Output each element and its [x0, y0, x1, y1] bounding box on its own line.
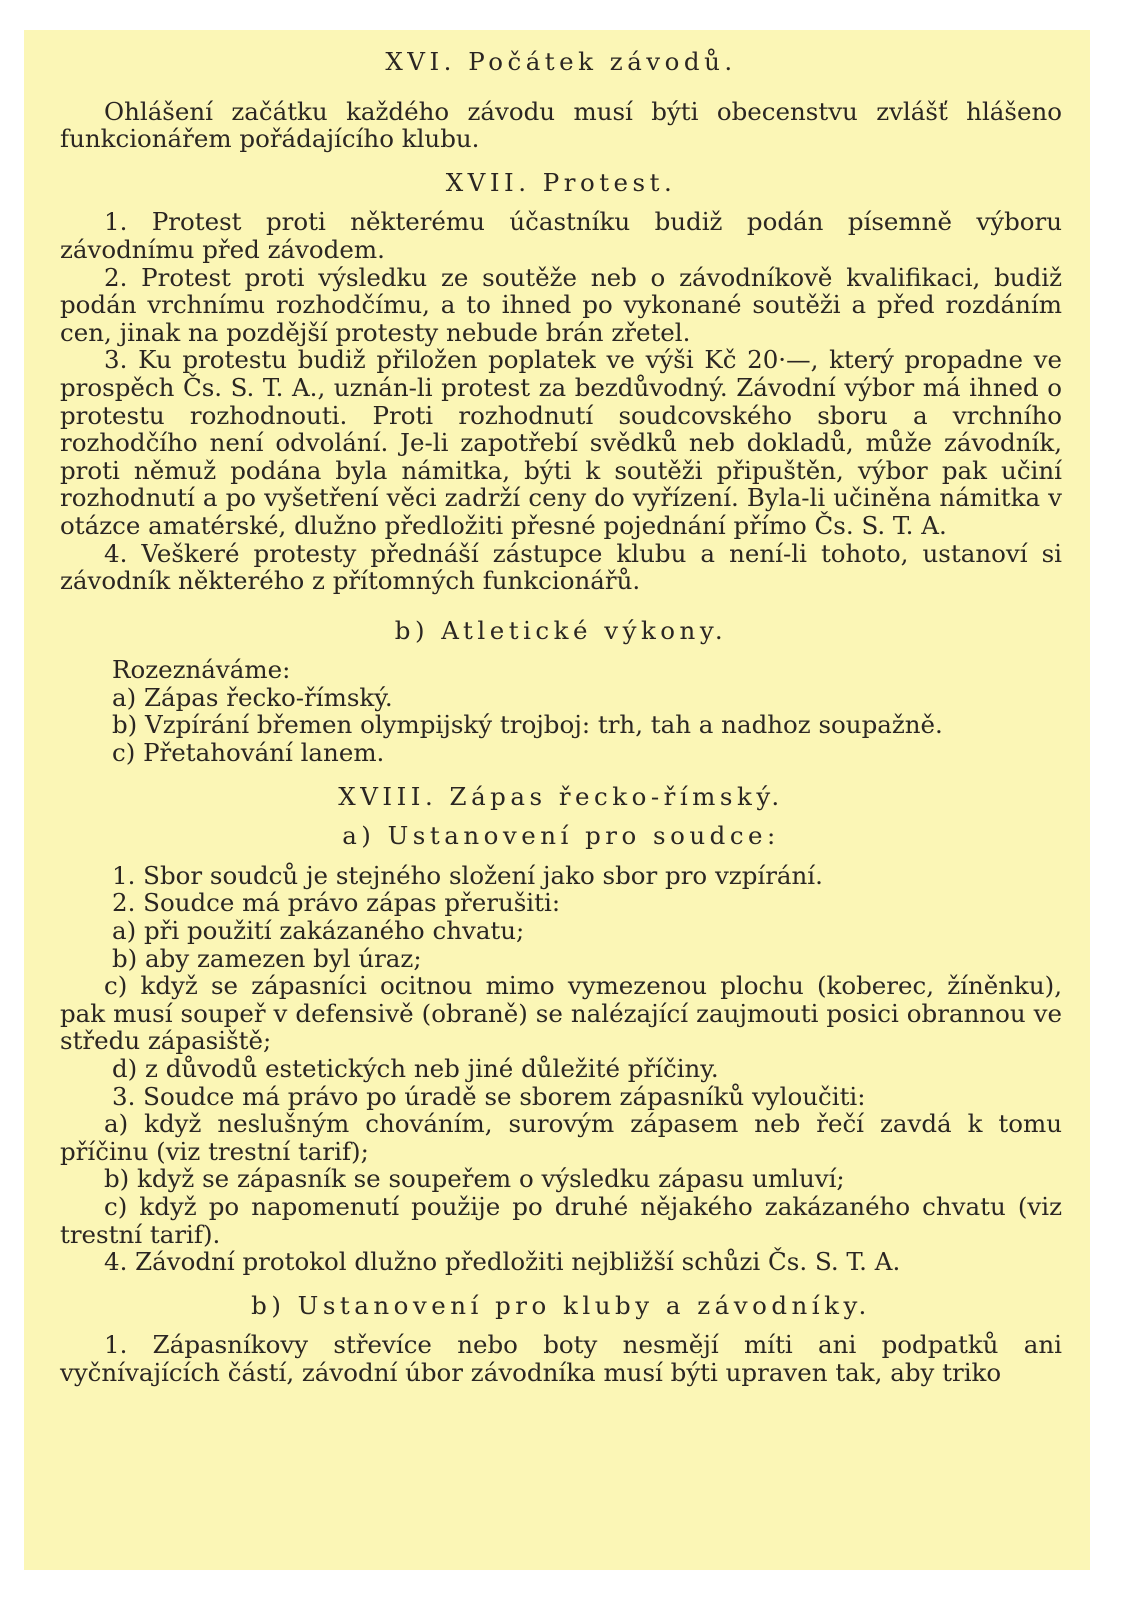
- athletic-item-b: b) Vzpírání břemen olympijský trojboj: trh, tah a nadhoz soupažně.: [112, 710, 943, 740]
- section-heading-xvi: XVI. Počátek závodů.: [385, 47, 737, 76]
- judges-line-2b: b) aby zamezen byl úraz;: [112, 943, 422, 973]
- section-heading-xvii: XVII. Protest.: [445, 167, 677, 197]
- judges-para-4: 4. Závodní protokol dlužno předložiti nejbližší schůzi Čs. S. T. A.: [104, 1247, 901, 1277]
- paragraph-start-announcement: Ohlášení začátku každého závodu musí býti obecenstvu zvlášť hlášeno funkcionářem pořádajícího klubu.: [60, 96, 1062, 154]
- judges-line-2a: a) při použití zakázaného chvatu;: [112, 916, 525, 946]
- judges-para-2c: c) když se zápasníci ocitnou mimo vymezenou plochu (koberec, žíněnku), pak musí soupeř v defensivě (obraně) se nalézající zaujmouti posici obrannou ve středu zápasiště;: [60, 971, 1062, 1056]
- scanned-page: [24, 30, 1090, 1570]
- judges-line-3: 3. Soudce má právo po úradě se sborem zápasníků vyloučiti:: [112, 1081, 866, 1111]
- protest-item-1: 1. Protest proti některému účastníku budiž podán písemně výboru závodnímu před závodem.: [60, 207, 1062, 264]
- section-heading-xviii: XVIII. Zápas řecko-římský.: [338, 781, 784, 811]
- judges-line-2: 2. Soudce má právo zápas přerušiti:: [112, 888, 561, 918]
- judges-para-3b: b) když se zápasník se soupeřem o výsledku zápasu umluví;: [104, 1164, 845, 1194]
- athletic-intro: Rozeznáváme:: [112, 655, 291, 685]
- protest-item-3: 3. Ku protestu budiž přiložen poplatek ve výši Kč 20·—, který propadne ve prospěch Čs. S. T. A., uznán-li protest za bezdůvodný. Závodní výbor má ihned o protestu rozhodnouti. Proti rozhodnutí soudcovského sboru a vrchního rozhodčího není odvolání. Je-li zapotřebí svědků neb dokladů, může závodník, proti němuž podána byla námitka, býti k soutěži připuštěn, výbor pak učiní rozhodnutí a po vyšetření věci zadrží ceny do vyřízení. Byla-li učiněna námitka v otázce amatérské, dlužno předložiti přesné pojednání přímo Čs. S. T. A.: [60, 345, 1062, 540]
- page-content: [60, 48, 1062, 1387]
- judges-line-2d: d) z důvodů estetických neb jiné důležité příčiny.: [112, 1054, 719, 1083]
- subheading-clubs: b) Ustanovení pro kluby a závodníky.: [251, 1290, 871, 1320]
- section-heading-athletic: b) Atletické výkony.: [394, 615, 728, 645]
- protest-item-2: 2. Protest proti výsledku ze soutěže neb o závodníkově kvalifikaci, budiž podán vrchnímu rozhodčímu, a to ihned po vykonané soutěži a před rozdáním cen, jinak na pozdější protesty nebude brán zřetel.: [60, 262, 1062, 347]
- subheading-judges: a) Ustanovení pro soudce:: [342, 821, 780, 851]
- judges-para-3a: a) když neslušným chováním, surovým zápasem neb řečí zavdá k tomu příčinu (viz trestní tarif);: [60, 1109, 1062, 1166]
- judges-line-1: 1. Sbor soudců je stejného složení jako sbor pro vzpírání.: [112, 860, 823, 890]
- athletic-item-a: a) Zápas řecko-římský.: [112, 682, 393, 712]
- clubs-para-1: 1. Zápasníkovy střevíce nebo boty nesmějí míti ani podpatků ani vyčnívajících částí, závodní úbor závodníka musí býti upraven tak, aby triko: [60, 1330, 1062, 1387]
- athletic-item-c: c) Přetahování lanem.: [112, 738, 385, 768]
- athletic-list: [60, 656, 1062, 766]
- judges-para-3c: c) když po napomenutí použije po druhé nějakého zakázaného chvatu (viz trestní tarif).: [60, 1191, 1062, 1249]
- judges-list: [60, 862, 1062, 972]
- protest-item-4: 4. Veškeré protesty přednáší zástupce klubu a není-li tohoto, ustanoví si závodník některého z přítomných funkcionářů.: [60, 538, 1062, 596]
